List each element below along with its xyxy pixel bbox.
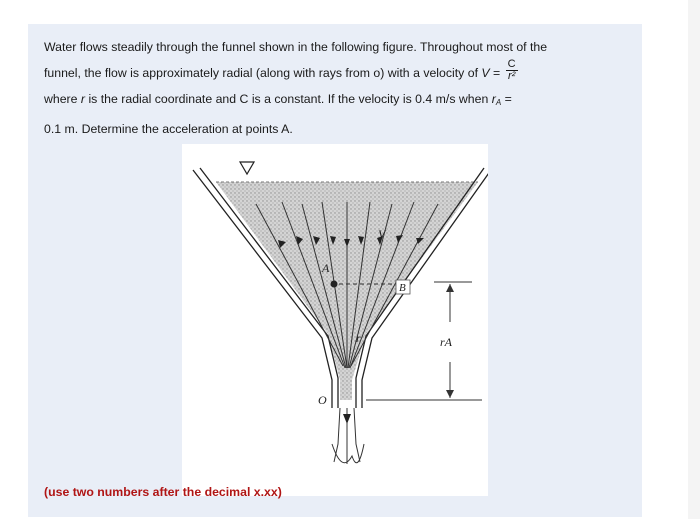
point-a xyxy=(331,281,338,288)
fraction-numerator: C xyxy=(507,58,516,71)
question-line-2-text: funnel, the flow is approximately radial (along with rays from o) with a velocity of xyxy=(44,66,482,80)
question-line-1: Water flows steadily through the funnel shown in the following figure. Throughout most of the xyxy=(44,40,548,54)
ra-arrow-up-icon xyxy=(446,284,454,292)
question-line-3-end: = xyxy=(501,92,512,106)
jet-line xyxy=(334,408,340,462)
right-edge-strip xyxy=(688,0,700,519)
ra-subscript: A xyxy=(495,98,502,107)
r-symbol: r xyxy=(80,92,86,106)
label-a: A xyxy=(322,261,330,275)
question-line-2 xyxy=(44,60,634,86)
velocity-fraction xyxy=(506,59,518,82)
jet-line xyxy=(332,444,364,463)
jet-line xyxy=(354,408,360,462)
precision-note: (use two numbers after the decimal x.xx) xyxy=(44,485,282,499)
question-text xyxy=(44,34,634,142)
funnel-diagram xyxy=(182,144,488,496)
ra-symbol: r xyxy=(491,92,496,106)
label-v: V xyxy=(378,227,386,241)
label-o: O xyxy=(318,393,327,407)
ra-arrow-down-icon xyxy=(446,390,454,398)
equals-sign: = xyxy=(489,66,504,80)
question-line-4: 0.1 m. Determine the acceleration at points A. xyxy=(44,122,293,136)
question-line-3-pre: where xyxy=(44,92,81,106)
funnel-figure xyxy=(182,144,488,496)
label-ra: rA xyxy=(440,335,452,349)
question-line-3-mid: is the radial coordinate and C is a constant. If the velocity is 0.4 m/s when xyxy=(85,92,492,106)
jet-arrow-icon xyxy=(343,414,351,424)
velocity-symbol: V xyxy=(481,66,490,80)
question-line-3 xyxy=(44,86,634,116)
fraction-denominator: r² xyxy=(507,70,516,83)
question-card xyxy=(28,24,642,517)
label-b: B xyxy=(399,282,406,294)
surface-marker-icon xyxy=(240,162,254,174)
label-r: r xyxy=(356,331,361,345)
